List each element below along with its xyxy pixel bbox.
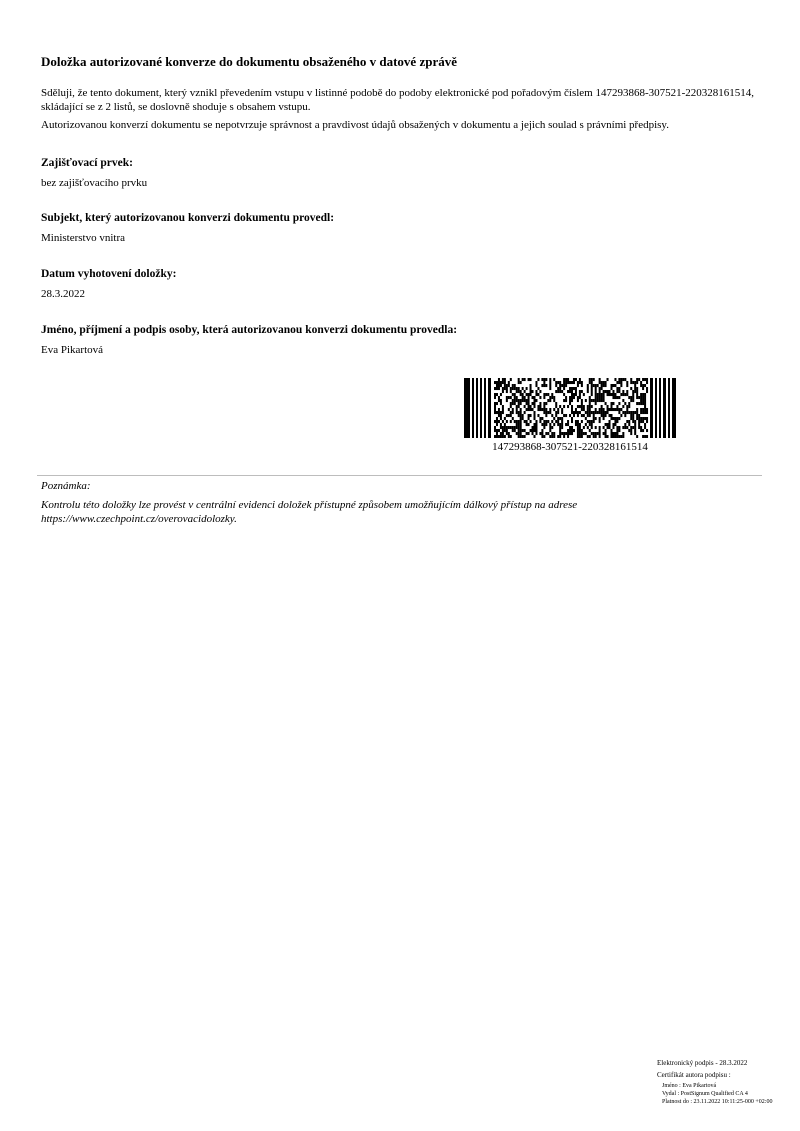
field-person bbox=[41, 323, 761, 357]
divider bbox=[37, 475, 762, 476]
note-text: Kontrolu této doložky lze provést v centrální evidenci doložek přístupné způsobem umožňujícím dálkový přístup na adrese https://www.czechpoint.cz/overovacidolozky. bbox=[41, 499, 578, 525]
document-title: Doložka autorizované konverze do dokumentu obsaženého v datové zprávě bbox=[41, 54, 457, 69]
signature-block bbox=[657, 1058, 797, 1106]
intro-paragraph-2: Autorizovanou konverzí dokumentu se nepotvrzuje správnost a pravdivost údajů obsažených v dokumentu a jejich soulad s právními předpisy. bbox=[41, 119, 669, 131]
field-value: Eva Pikartová bbox=[41, 344, 104, 356]
signature-line: Elektronický podpis - 28.3.2022 bbox=[657, 1059, 748, 1067]
signature-validity: Platnost do : 23.11.2022 10:11:25-000 +02:00 bbox=[662, 1099, 773, 1105]
signature-issuer: Vydal : PostSignum Qualified CA 4 bbox=[662, 1091, 748, 1097]
field-value: bez zajišťovacího prvku bbox=[41, 177, 148, 189]
field-value: 28.3.2022 bbox=[41, 288, 85, 300]
field-label: Datum vyhotovení doložky: bbox=[41, 268, 177, 280]
note bbox=[41, 479, 763, 526]
field-subject bbox=[41, 211, 761, 245]
field-label: Jméno, příjmení a podpis osoby, která autorizovanou konverzi dokumentu provedla: bbox=[41, 324, 458, 336]
signature-certificate-label: Certifikát autora podpisu : bbox=[657, 1071, 731, 1079]
intro-text bbox=[41, 86, 763, 132]
field-date bbox=[41, 267, 761, 301]
signature-name: Jméno : Eva Pikartová bbox=[662, 1083, 717, 1089]
barcode bbox=[464, 378, 676, 454]
field-value: Ministerstvo vnitra bbox=[41, 232, 126, 244]
field-security-element bbox=[41, 156, 761, 190]
barcode-number: 147293868-307521-220328161514 bbox=[492, 441, 648, 453]
field-label: Subjekt, který autorizovanou konverzi dokumentu provedl: bbox=[41, 212, 335, 224]
intro-paragraph-1: Sděluji, že tento dokument, který vznikl převedením vstupu v listinné podobě do podoby elektronické pod pořadovým číslem 147293868-307521-220328161514, skládající se z 2 listů, se doslovně shoduje s obsahem vstupu. bbox=[41, 87, 755, 113]
pdf417-barcode-graphic bbox=[464, 378, 676, 438]
note-label: Poznámka: bbox=[41, 480, 91, 492]
field-label: Zajišťovací prvek: bbox=[41, 157, 133, 169]
